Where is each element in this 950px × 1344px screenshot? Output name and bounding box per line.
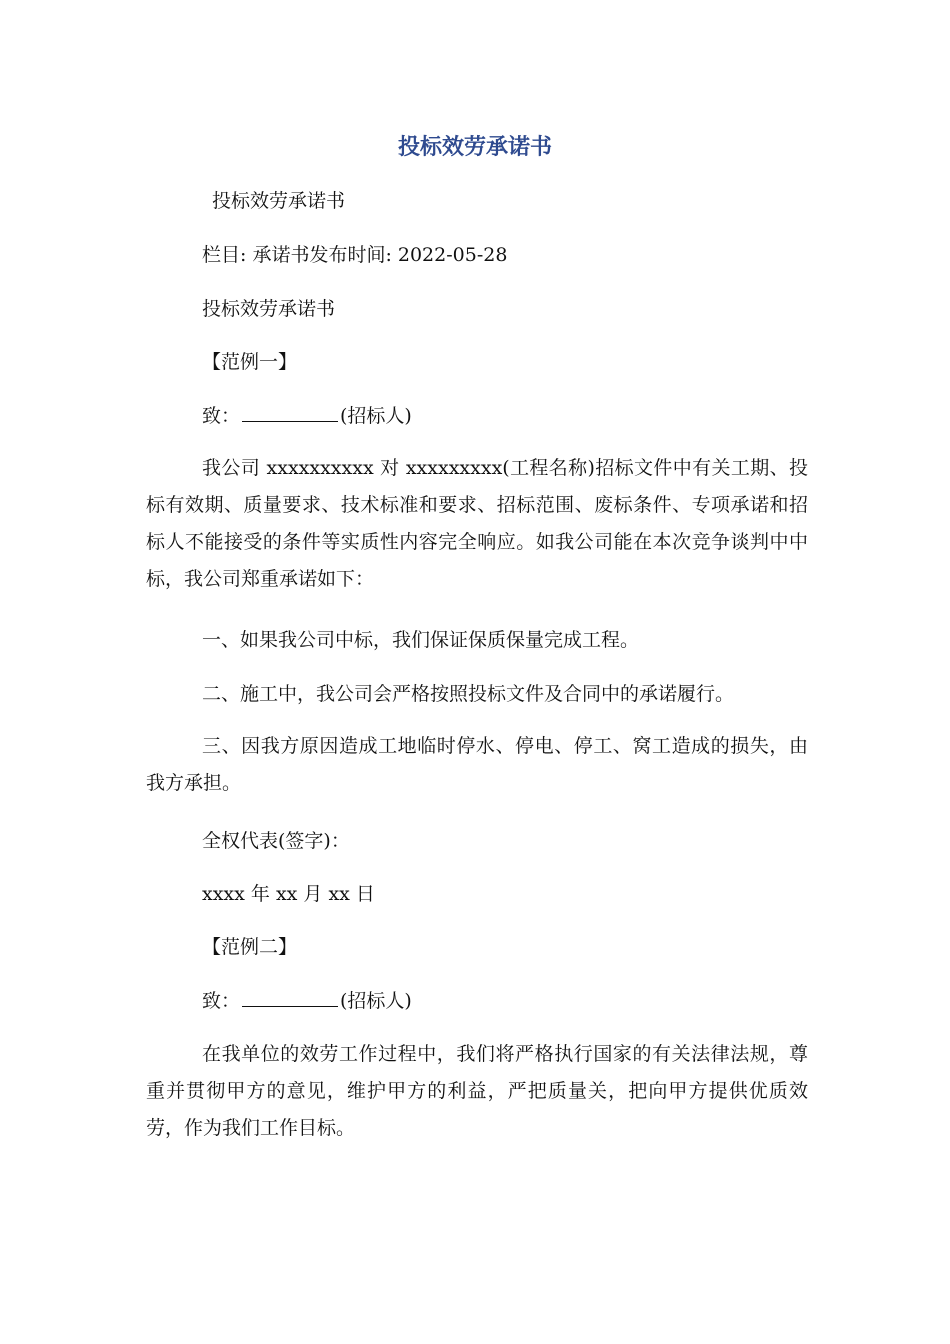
commitment-item-1: 一、如果我公司中标，我们保证保质保量完成工程。 [202,629,640,651]
addressee-suffix: (招标人) [340,990,412,1012]
example2-body: 在我单位的效劳工作过程中，我们将严格执行国家的有关法律法规，尊重并贯彻甲方的意见，维护甲方的利益，严把质量关，把向甲方提供优质效劳，作为我们工作目标。 [146,1043,808,1139]
document-subtitle: 投标效劳承诺书 [212,190,346,212]
heading-repeat: 投标效劳承诺书 [202,298,336,320]
document-title: 投标效劳承诺书 [397,135,552,160]
commitment-item-3: 三、因我方原因造成工地临时停水、停电、停工、窝工造成的损失，由我方承担。 [146,735,808,794]
example2-label: 【范例二】 [202,936,298,958]
addressee-blank [242,401,338,422]
addressee-prefix: 致： [202,990,241,1012]
meta-line: 栏目: 承诺书发布时间: 2022-05-28 [202,244,508,266]
date-line: xxxx 年 xx 月 xx 日 [202,883,375,905]
addressee-suffix: (招标人) [340,405,412,427]
example1-body: 我公司 xxxxxxxxxx 对 xxxxxxxxx(工程名称)招标文件中有关工期、投标有效期、质量要求、技术标准和要求、招标范围、废标条件、专项承诺和招标人不能接受的条件等实质性内容完全响应。如我公司能在本次竞争谈判中中标，我公司郑重承诺如下： [146,457,808,590]
example1-addressee [202,401,412,431]
commitment-item-2: 二、施工中，我公司会严格按照投标文件及合同中的承诺履行。 [202,683,735,705]
example2-addressee [202,986,412,1016]
signature-line: 全权代表(签字)： [202,830,350,852]
addressee-blank [242,986,338,1007]
example1-label: 【范例一】 [202,351,298,373]
addressee-prefix: 致： [202,405,241,427]
